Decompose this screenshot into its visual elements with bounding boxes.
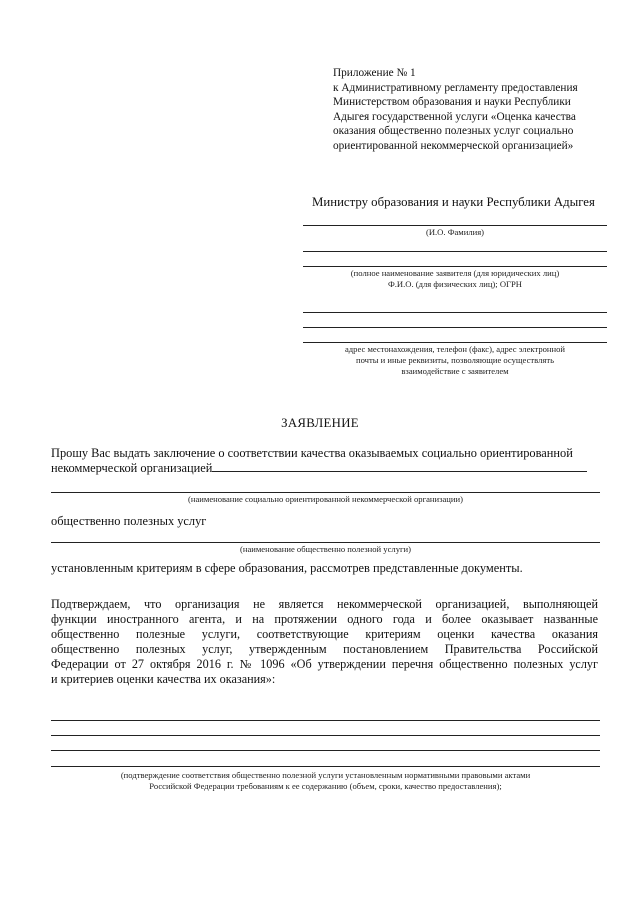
request-line-2-text: некоммерческой организацией [51,461,213,475]
confirmation-line: Федерации от 27 октября 2016 г. № 1096 «Об утверждении перечня общественно полезных услуг [51,657,598,672]
confirmation-line: Подтверждаем, что организация не является некоммерческой организацией, выполняющей [51,597,598,611]
applicant-line-2 [303,266,607,267]
confirmation-paragraph [51,597,598,688]
request-line-1: Прошу Вас выдать заключение о соответствии качества оказываемых социально ориентированной [51,446,573,460]
confirmation-line: общественно полезных услуг, утвержденным постановлением Правительства Российской [51,642,598,657]
confirmation-line: общественно полезные услуги, соответствующие критериям оценки качества оказания [51,627,598,642]
appendix-line: Приложение № 1 [333,67,416,79]
appendix-line: к Административному регламенту предоставления [333,81,578,94]
appendix-block [333,66,613,153]
org-name-line [51,492,600,493]
address-caption-1: адрес местонахождения, телефон (факс), адрес электронной [344,344,566,354]
service-name-line [51,542,600,543]
services-text: общественно полезных услуг [51,514,207,528]
appendix-line: Адыгея государственной услуги «Оценка качества [333,110,576,123]
appendix-line: оказания общественно полезных услуг социально [333,125,574,137]
address-line-2 [303,327,607,328]
addressee-ministry: Министру образования и науки Республики Адыгея [312,195,595,209]
confirmation-line: функции иностранного агента, и на протяжении одного года и более оказывает названные [51,612,598,627]
confirmation-caption-2: Российской Федерации требованиям к ее содержанию (объем, сроки, качество предоставления); [149,781,502,791]
applicant-line-1 [303,251,607,252]
address-line-3 [303,342,607,343]
name-caption: (И.О. Фамилия) [425,227,485,237]
org-name-inline-line [212,461,587,472]
applicant-caption-2: Ф.И.О. (для физических лиц); ОГРН [387,279,522,289]
address-line-1 [303,312,607,313]
address-caption-2: почты и иные реквизиты, позволяющие осуществлять [355,355,555,365]
confirmation-line-2 [51,735,600,736]
confirmation-line-3 [51,750,600,751]
address-caption-3: взаимодействие с заявителем [401,366,509,376]
appendix-line: Министерством образования и науки Республики [333,96,571,108]
document-title: ЗАЯВЛЕНИЕ [281,416,359,430]
name-line [303,225,607,226]
confirmation-caption-1: (подтверждение соответствия общественно полезной услуги установленным нормативными правовыми актами [120,770,531,780]
confirmation-line-4 [51,766,600,767]
org-caption: (наименование социально ориентированной некоммерческой организации) [188,494,463,504]
applicant-caption-1: (полное наименование заявителя (для юридических лиц) [350,268,560,278]
request-line-2 [51,461,587,476]
confirmation-line: и критериев оценки качества их оказания»: [51,672,276,687]
service-caption: (наименование общественно полезной услуги) [239,544,411,554]
criteria-text: установленным критериям в сфере образования, рассмотрев представленные документы. [51,561,523,575]
appendix-line: ориентированной некоммерческой организацией» [333,139,574,152]
confirmation-line-1 [51,720,600,721]
